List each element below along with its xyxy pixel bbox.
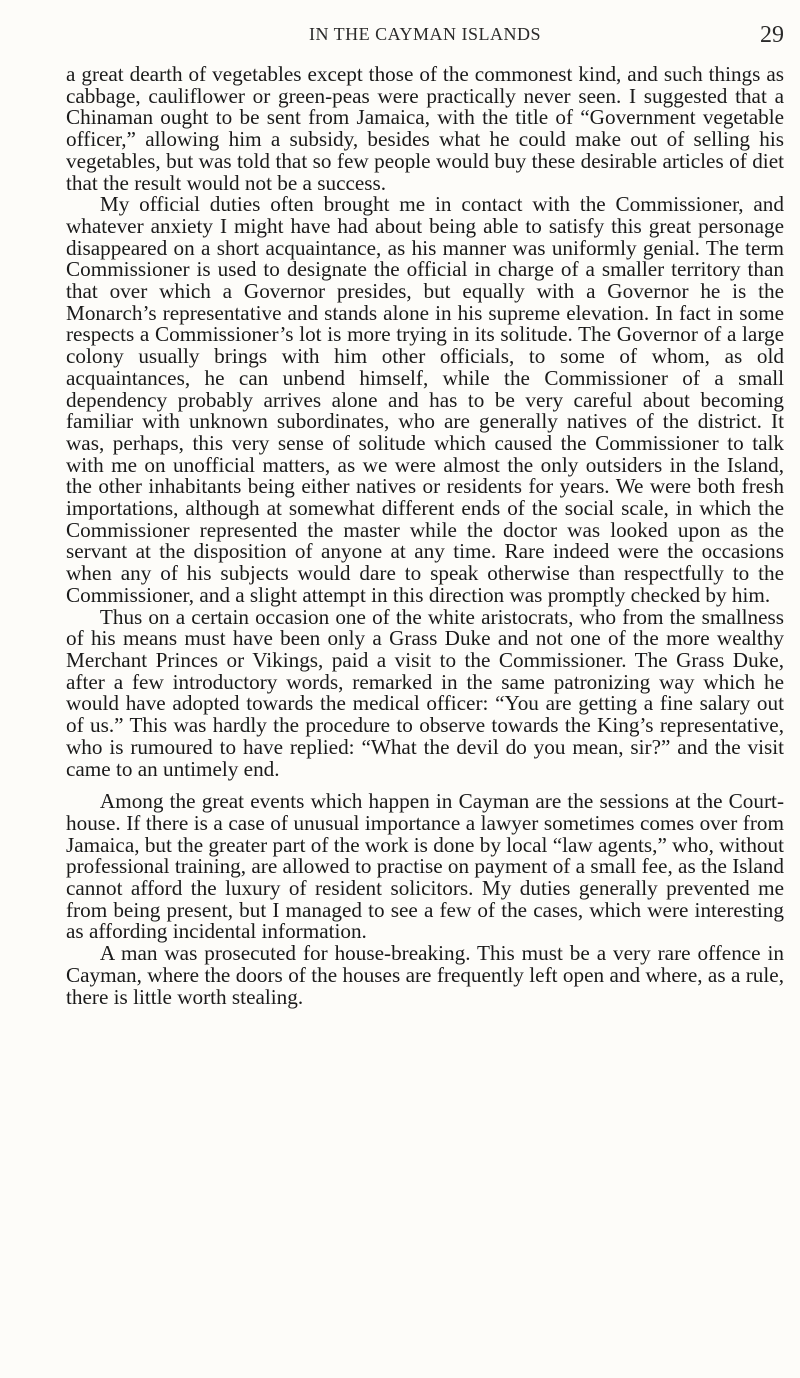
paragraph-house-breaking: A man was prosecuted for house-breaking. This must be a very rare offence in Cayman, where the doors of the houses are frequently left open and where, as a rule, there is little worth stealing.: [66, 941, 784, 1009]
running-head-title: IN THE CAYMAN ISLANDS: [308, 24, 542, 44]
running-head: [66, 20, 784, 54]
body-text: [66, 64, 784, 1008]
paragraph-vegetables: a great dearth of vegetables except those of the commonest kind, and such things as cabbage, cauliflower or green-peas were practically never seen. I suggested that a Chinaman ought to be sent from Jamaica, with the title of “Government vegetable officer,” allowing him a subsidy, besides what he could make out of selling his vegetables, but was told that so few people would buy these desirable articles of diet that the result would not be a success.: [66, 62, 784, 195]
paragraph-court-sessions: Among the great events which happen in Cayman are the sessions at the Court-house. If there is a case of unusual importance a lawyer sometimes comes over from Jamaica, but the greater part of the work is done by local “law agents,” who, without professional training, are allowed to practise on payment of a small fee, as the Island cannot afford the luxury of resident solicitors. My duties generally prevented me from being present, but I managed to see a few of the cases, which were interesting as affording incidental information.: [66, 789, 784, 944]
paragraph-grass-duke: Thus on a certain occasion one of the white aristocrats, who from the smallness of his means must have been only a Grass Duke and not one of the more wealthy Merchant Princes or Vikings, paid a visit to the Commissioner. The Grass Duke, after a few introductory words, remarked in the same patronizing way which he would have adopted towards the medical officer: “You are getting a fine salary out of us.” This was hardly the procedure to observe towards the King’s representative, who is rumoured to have replied: “What the devil do you mean, sir?” and the visit came to an untimely end.: [66, 604, 784, 781]
page-number: 29: [760, 22, 784, 48]
paragraph-commissioner-duties: My official duties often brought me in contact with the Commissioner, and whatever anxiety I might have had about being able to satisfy this great personage disappeared on a short acquaintance, as his manner was uniformly genial. The term Commissioner is used to designate the official in charge of a smaller territory than that over which a Governor presides, but equally with a Governor he is the Monarch’s representative and stands alone in his supreme elevation. In fact in some respects a Commissioner’s lot is more trying in its solitude. The Governor of a large colony usually brings with him other officials, to some of whom, as old acquaintances, he can unbend himself, while the Commissioner of a small dependency probably arrives alone and has to be very careful about becoming familiar with unknown subordinates, who are generally natives of the district. It was, perhaps, this very sense of solitude which caused the Commissioner to talk with me on unofficial matters, as we were almost the only outsiders in the Island, the other inhabitants being either natives or residents for years. We were both fresh importations, although at somewhat different ends of the social scale, in which the Commissioner represented the master while the doctor was looked upon as the servant at the disposition of anyone at any time. Rare indeed were the occasions when any of his subjects would dare to speak otherwise than respectfully to the Commissioner, and a slight attempt in this direction was promptly checked by him.: [66, 192, 784, 607]
